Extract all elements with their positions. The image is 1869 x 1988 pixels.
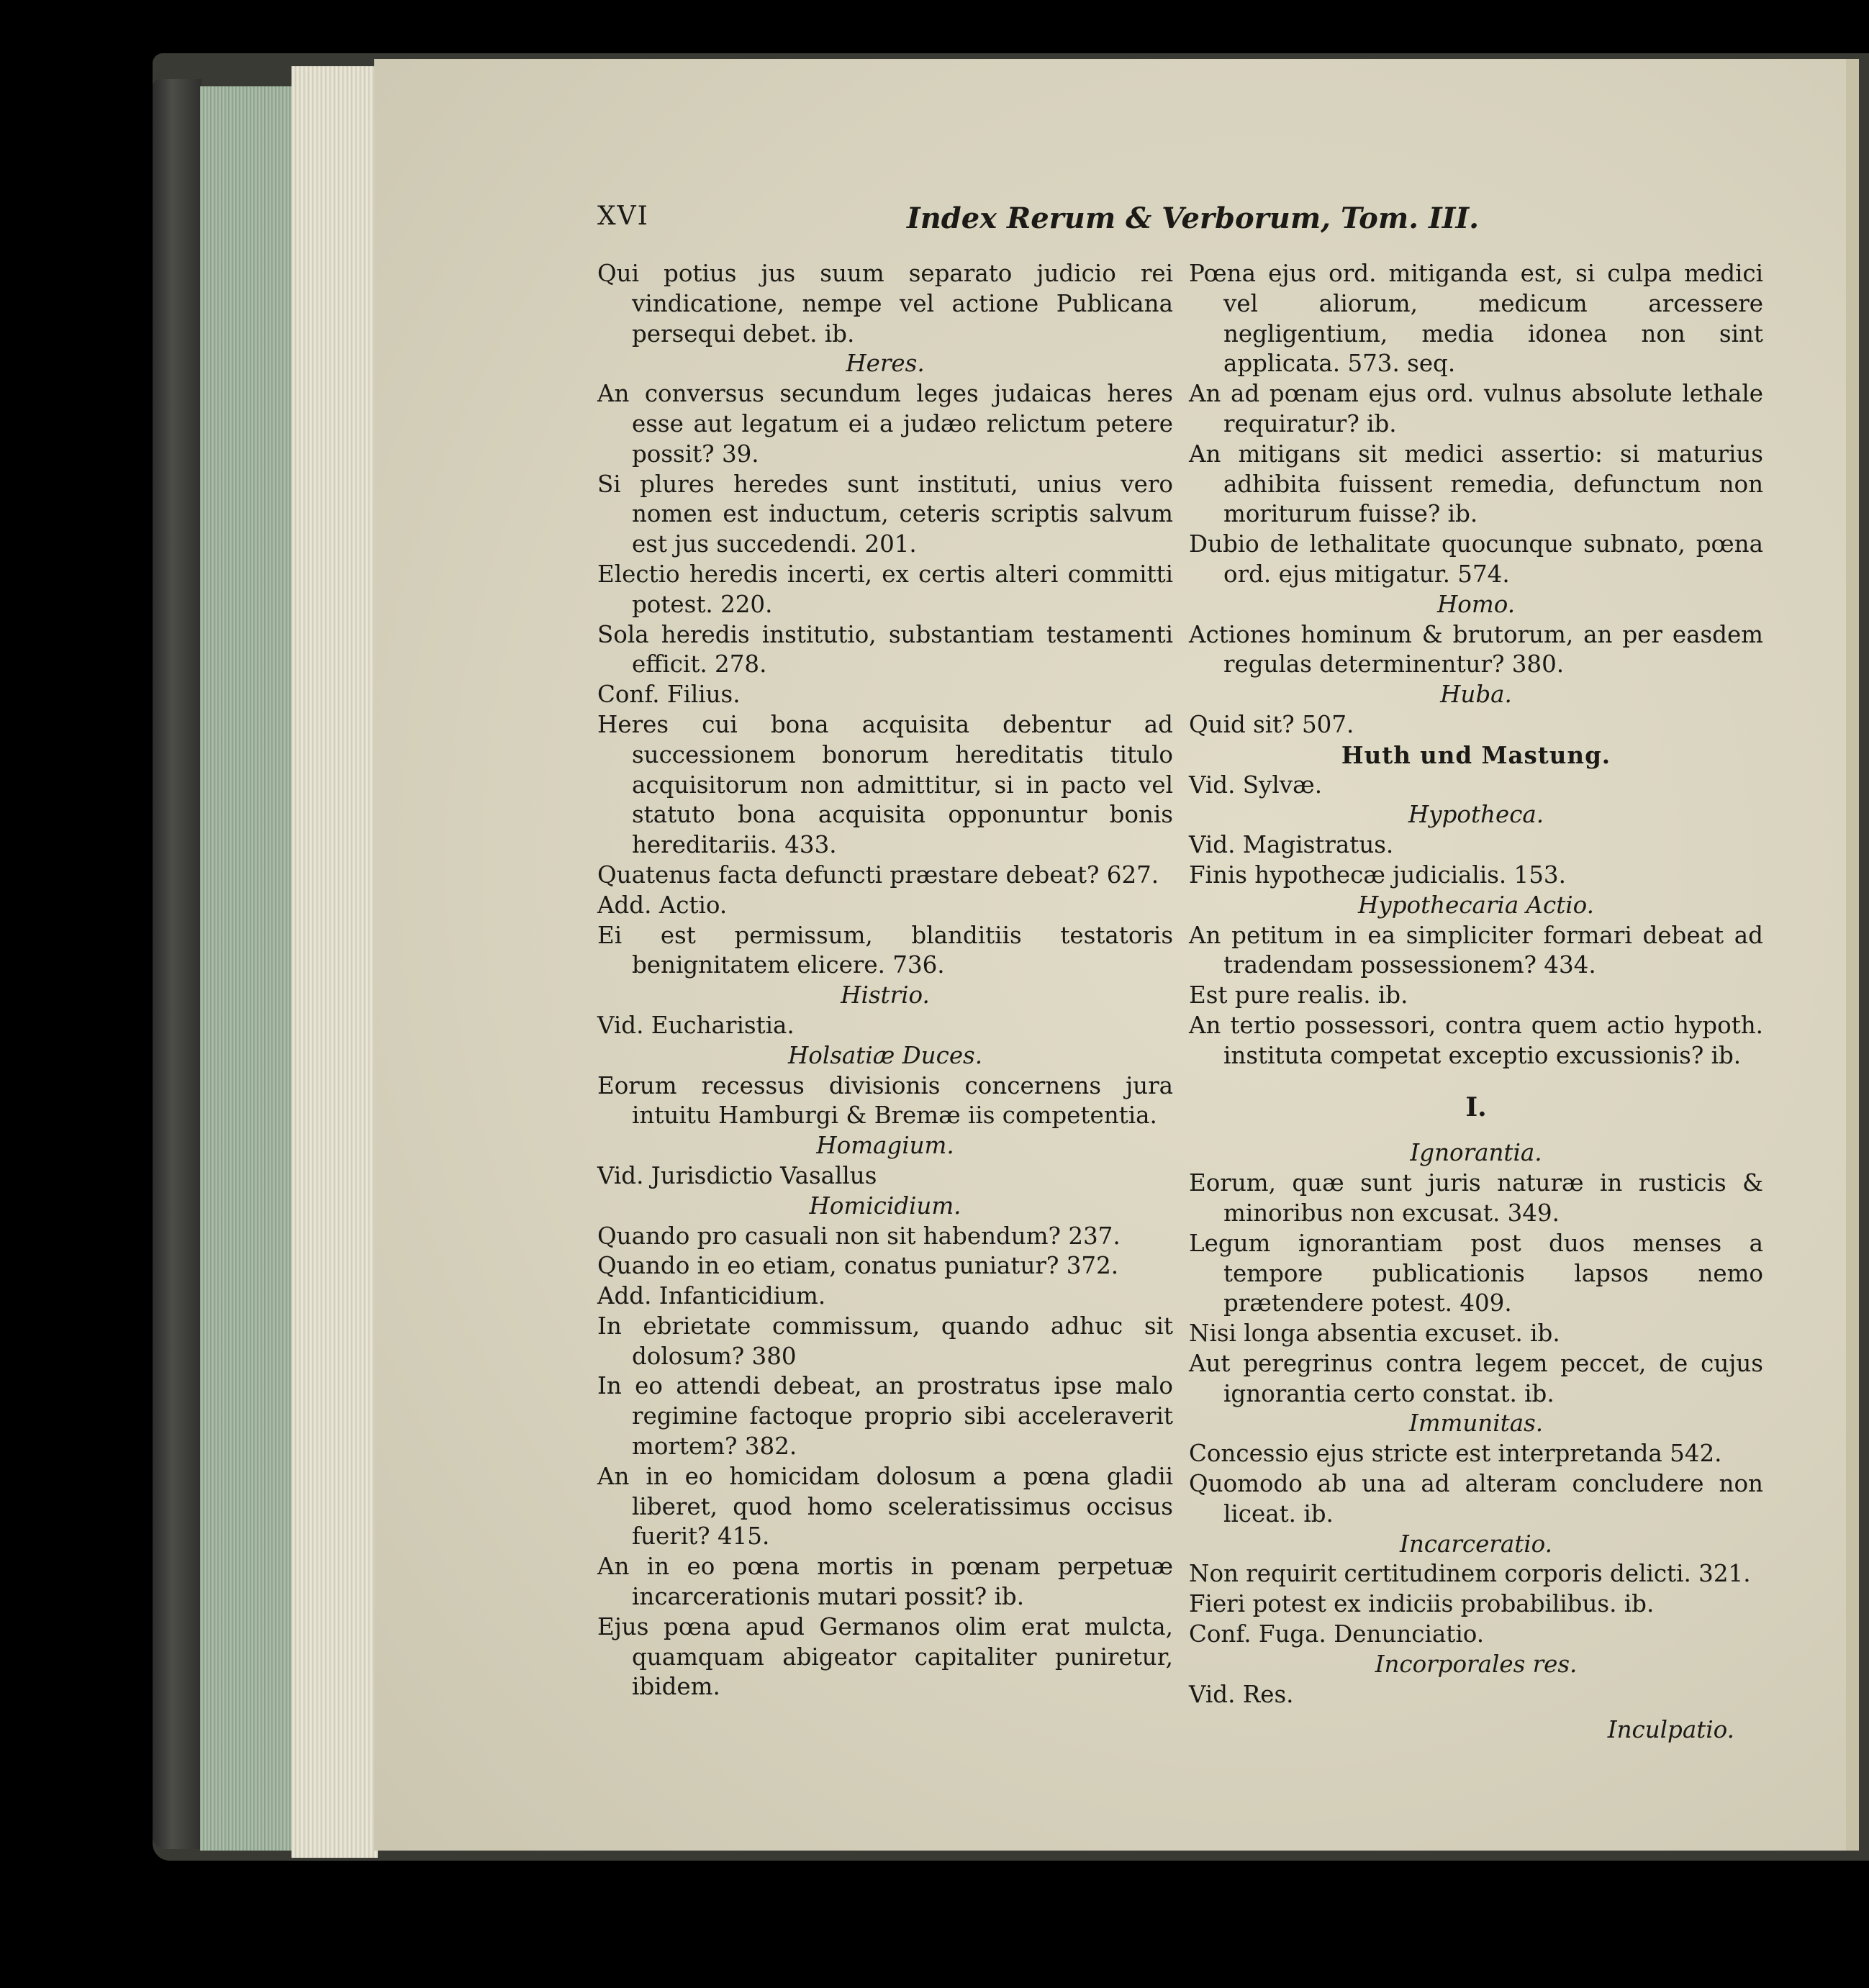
index-entry: Eorum, quæ sunt juris naturæ in rusticis & minoribus non excusat. 349.	[1189, 1169, 1763, 1227]
index-entry: An petitum in ea simpliciter formari debeat ad tradendam possessionem? 434.	[1189, 921, 1763, 979]
index-heading: Incorporales res.	[1375, 1650, 1578, 1678]
index-heading: Ignorantia.	[1410, 1139, 1542, 1167]
index-heading: Huth und Mastung.	[1341, 740, 1611, 769]
index-entry: An tertio possessori, contra quem actio hypoth. instituta competat exceptio excussionis? ib.	[1189, 1011, 1763, 1069]
index-entry: Fieri potest ex indiciis probabilibus. ib.	[1189, 1590, 1655, 1618]
index-entry: Ejus pœna apud Germanos olim erat mulcta, quamquam abigeator capitaliter puniretur, ibidem.	[597, 1612, 1173, 1701]
index-entry: In ebrietate commissum, quando adhuc sit dolosum? 380	[597, 1312, 1173, 1370]
index-entry: An conversus secundum leges judaicas heres esse aut legatum ei a judæo relictum petere possit? 39.	[597, 380, 1173, 468]
index-entry: Est pure realis. ib.	[1189, 981, 1408, 1009]
page-edges	[200, 86, 294, 1851]
index-entry: Actiones hominum & brutorum, an per easdem regulas determinentur? 380.	[1189, 620, 1763, 678]
index-entry: Vid. Eucharistia.	[597, 1011, 795, 1039]
index-entry: An in eo pœna mortis in pœnam perpetuæ incarcerationis mutari possit? ib.	[597, 1553, 1173, 1611]
index-entry: Aut peregrinus contra legem peccet, de cujus ignorantia certo constat. ib.	[1189, 1349, 1763, 1407]
index-entry: Si plures heredes sunt instituti, unius vero nomen est inductum, ceteris scriptis salvum est jus succedendi. 201.	[597, 470, 1173, 558]
index-entry: Quando in eo etiam, conatus puniatur? 372.	[597, 1252, 1119, 1280]
index-entry: Quomodo ab una ad alteram concludere non liceat. ib.	[1189, 1470, 1763, 1528]
index-entry: Quatenus facta defuncti præstare debeat? 627.	[597, 861, 1159, 889]
index-entry: Qui potius jus suum separato judicio rei vindicatione, nempe vel actione Publicana persequi debet. ib.	[597, 260, 1173, 348]
index-entry: Non requirit certitudinem corporis delicti. 321.	[1189, 1560, 1751, 1588]
index-entry: Vid. Res.	[1189, 1680, 1294, 1708]
running-head	[597, 201, 1480, 245]
book-spine	[153, 79, 202, 1849]
index-entry: Add. Actio.	[597, 891, 728, 919]
index-entry: An mitigans sit medici assertio: si maturius adhibita fuissent remedia, defunctum non moriturum fuisse? ib.	[1189, 440, 1763, 528]
index-entry: Vid. Jurisdictio Vasallus	[597, 1161, 877, 1189]
index-entry: Conf. Fuga. Denunciatio.	[1189, 1620, 1485, 1648]
index-heading: Homicidium.	[809, 1192, 961, 1220]
index-entry: Quid sit? 507.	[1189, 710, 1354, 738]
index-heading: Immunitas.	[1408, 1410, 1544, 1438]
index-column-left	[597, 259, 1173, 1702]
index-entry: In eo attendi debeat, an prostratus ipse malo regimine factoque proprio sibi acceleraverit mortem? 382.	[597, 1372, 1173, 1461]
index-heading: Homo.	[1436, 590, 1516, 618]
index-entry: Ei est permissum, blanditiis testatoris benignitatem elicere. 736.	[597, 921, 1173, 979]
index-entry: Heres cui bona acquisita debentur ad successionem bonorum hereditatis titulo acquisitorum non admittitur, si in pacto vel statuto bona acquisita opponuntur bonis hereditariis. 433.	[597, 710, 1173, 859]
index-entry: Add. Infanticidium.	[597, 1282, 826, 1310]
index-entry: Nisi longa absentia excuset. ib.	[1189, 1320, 1560, 1348]
index-heading: Holsatiæ Duces.	[787, 1041, 983, 1069]
index-entry: Electio heredis incerti, ex certis alteri committi potest. 220.	[597, 560, 1173, 618]
index-heading: Incarceratio.	[1399, 1530, 1552, 1558]
section-letter: I.	[1465, 1091, 1487, 1122]
index-heading: Hypotheca.	[1408, 801, 1544, 829]
index-entry: An ad pœnam ejus ord. vulnus absolute lethale requiratur? ib.	[1189, 380, 1763, 437]
index-entry: Sola heredis institutio, substantiam testamenti efficit. 278.	[597, 620, 1173, 678]
page-edges-inner	[291, 66, 378, 1858]
page-number: XVI	[597, 201, 649, 231]
index-heading: Huba.	[1440, 681, 1512, 709]
index-entry: Legum ignorantiam post duos menses a tempore publicationis lapsos nemo prætendere potest. 409.	[1189, 1229, 1763, 1317]
index-entry: Quando pro casuali non sit habendum? 237.	[597, 1222, 1121, 1250]
index-column-right	[1189, 259, 1763, 1746]
index-entry: Concessio ejus stricte est interpretanda 542.	[1189, 1440, 1722, 1468]
index-entry: Conf. Filius.	[597, 681, 741, 709]
index-heading: Histrio.	[841, 981, 930, 1009]
index-entry: Eorum recessus divisionis concernens jura intuitu Hamburgi & Bremæ iis competentia.	[597, 1071, 1173, 1130]
index-heading: Hypothecaria Actio.	[1358, 891, 1594, 919]
index-entry: Vid. Sylvæ.	[1189, 771, 1323, 799]
index-heading: Homagium.	[816, 1132, 954, 1160]
index-entry: An in eo homicidam dolosum a pœna gladii liberet, quod homo sceleratissimus occisus fuerit? 415.	[597, 1462, 1173, 1551]
catchword: Inculpatio.	[1607, 1716, 1734, 1744]
index-heading: Heres.	[846, 350, 925, 378]
index-entry: Pœna ejus ord. mitiganda est, si culpa medici vel aliorum, medicum arcessere negligentium, media idonea non sint applicata. 573. seq.	[1189, 260, 1763, 378]
index-entry: Finis hypothecæ judicialis. 153.	[1189, 861, 1566, 889]
index-entry: Dubio de lethalitate quocunque subnato, pœna ord. ejus mitigatur. 574.	[1189, 530, 1763, 588]
index-entry: Vid. Magistratus.	[1189, 831, 1394, 859]
running-title: Index Rerum & Verborum, Tom. III.	[907, 201, 1480, 235]
